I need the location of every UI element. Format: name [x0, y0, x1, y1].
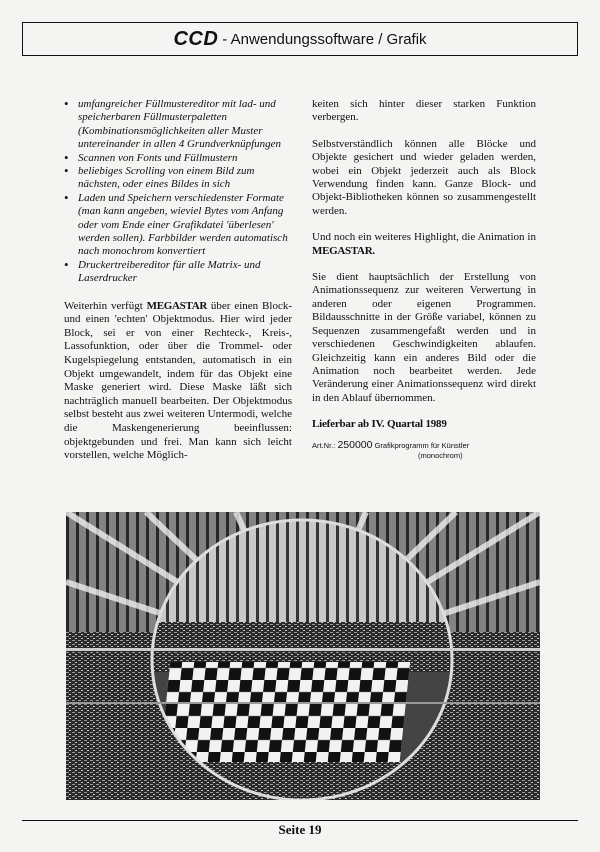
list-item: • umfangreicher Füllmustereditor mit lad- und speicherbaren Füllmusterpaletten (Kombinationsmöglichkeiten aller Muster untereinander in allen 4 Grundverknüpfungen — [64, 98, 292, 152]
list-item: • Scannen von Fonts und Füllmustern — [64, 152, 292, 165]
brand-logo: CCD — [173, 27, 219, 50]
header-subtitle: - Anwendungssoftware / Grafik — [222, 30, 427, 48]
megastar-brand: MEGASTAR. — [312, 244, 375, 257]
list-item: • Druckertreibereditor für alle Matrix- und Laserdrucker — [64, 259, 292, 286]
page-number: Seite 19 — [278, 822, 322, 837]
paragraph-text: Weiterhin verfügt — [64, 299, 143, 312]
megastar-illustration — [66, 512, 540, 800]
sphere-checkerboard-image — [66, 512, 540, 800]
paragraph-text: Und noch ein weiteres Highlight, die Animation in — [312, 231, 536, 244]
article-number: 250000 — [337, 438, 373, 451]
article-description: Grafikprogramm für Künstler — [374, 440, 470, 450]
right-column — [312, 98, 536, 461]
megastar-brand: MEGASTAR — [146, 299, 208, 312]
article-info — [312, 440, 536, 461]
footer-rule — [22, 820, 578, 821]
left-column — [64, 98, 292, 463]
list-item: • Laden und Speichern verschiedenster Formate (man kann angeben, wieviel Bytes vom Anfang oder vom Ende einer Grafikdatei 'überlesen' werden sollen). Farbbilder werden automatisch nach monochrom konvertiert — [64, 192, 292, 259]
article-label: Art.Nr.: — [312, 440, 336, 450]
list-item: • beliebiges Scrolling von einem Bild zum nächsten, oder eines Bildes in sich — [64, 165, 292, 192]
paragraph-text: über einen Block- und einen 'echten' Objektmodus. Hier wird jeder Block, sei er von einer Rechteck-, Kreis-, Lassofunktion, oder über die Trommel- oder Kugelspiegelung entstanden, automatisch in ein Objekt umgewandelt, indem für das Objekt eine Maske generiert wird. Diese Maske läßt sich nachträglich manuell bearbeiten. Der Objektmodus selbst besteht aus zwei weiteren Untermodi, welche die Maskengenerierung beeinflussen: objektgebunden und frei. Man kann sich leicht vorstellen, welche Möglich- — [64, 299, 292, 462]
feature-list — [64, 98, 292, 286]
paragraph-highlight — [312, 231, 536, 258]
page-header — [22, 22, 578, 56]
paragraph-save: Selbstverständlich können alle Blöcke und Objekte gesichert und wieder geladen werden, wobei ein Objekt jederzeit auch als Block Verwendung finden kann. Ganze Block- und Objekt-Bibliotheken können so zusammengestellt werden. — [312, 137, 536, 217]
paragraph-continuation: keiten sich hinter dieser starken Funktion verbergen. — [312, 98, 536, 124]
article-mode: (monochrom) — [418, 450, 463, 460]
availability-note: Lieferbar ab IV. Quartal 1989 — [312, 418, 447, 431]
object-mode-paragraph — [64, 300, 292, 463]
paragraph-animation: Sie dient hauptsächlich der Erstellung von Animationssequenz zur weiteren Verwertung in anderen oder eigenen Programmen. Bildausschnitte in der Größe variabel, können zu Sequenzen zusammengefaßt werden und in verschiedenen Geschwindigkeiten ablaufen. Gleichzeitig kann ein anderes Bild oder die Animation noch bearbeitet werden. Jede Veränderung einer Animationssequenz wird direkt in den Ablauf übernommen. — [312, 271, 536, 404]
